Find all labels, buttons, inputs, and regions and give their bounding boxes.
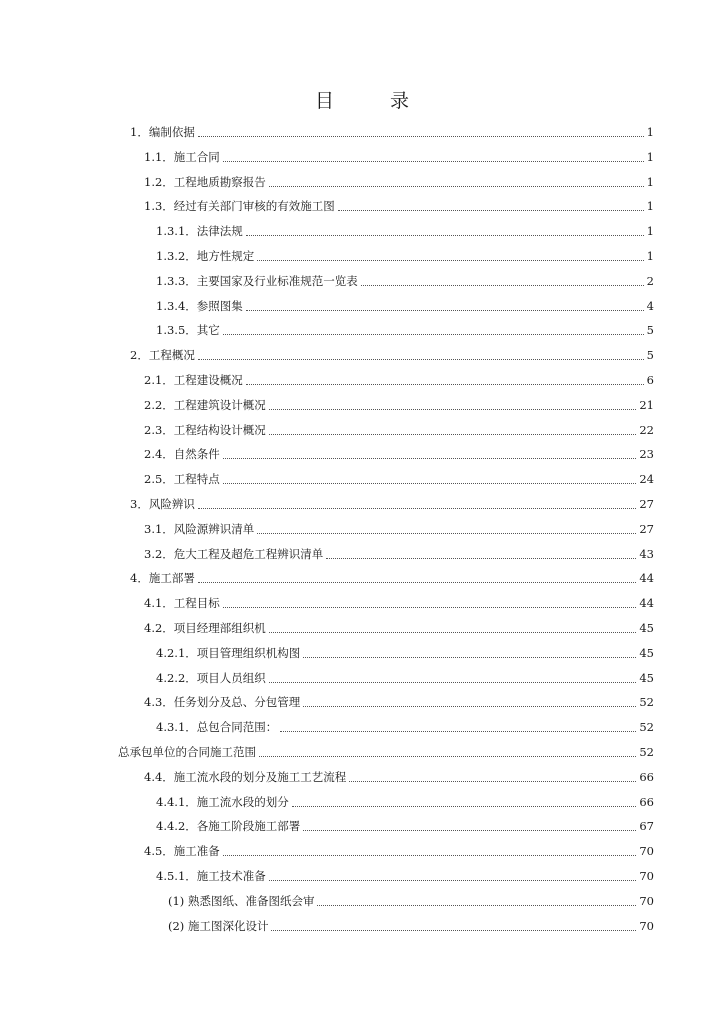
toc-entry-label: 1.3.1．法律法规: [156, 224, 243, 239]
toc-entry-label: 4.4.2．各施工阶段施工部署: [156, 819, 301, 834]
toc-dot-leader: [198, 507, 637, 509]
toc-entry-page-number: 67: [639, 819, 654, 834]
toc-entry[interactable]: [144, 420, 654, 440]
toc-dot-leader: [223, 457, 637, 459]
toc-entry-label: 4.1．工程目标: [144, 596, 220, 611]
toc-entry[interactable]: [156, 296, 654, 316]
toc-entry-page-number: 2: [646, 273, 654, 288]
toc-entry-label: 2.4．自然条件: [144, 447, 220, 462]
toc-entry-page-number: 45: [639, 645, 654, 660]
toc-dot-leader: [198, 135, 644, 137]
toc-entry[interactable]: [168, 891, 654, 911]
toc-entry-label: 2.2．工程建筑设计概况: [144, 397, 266, 412]
toc-entry-label: 4.4.1．施工流水段的划分: [156, 794, 289, 809]
toc-dot-leader: [303, 829, 636, 831]
toc-dot-leader: [269, 681, 637, 683]
toc-entry-page-number: 66: [639, 794, 654, 809]
toc-dot-leader: [223, 606, 637, 608]
toc-entry[interactable]: [156, 717, 654, 737]
toc-entry-label: 1.2．工程地质勘察报告: [144, 174, 266, 189]
toc-entry-label: 3．风险辨识: [130, 497, 195, 511]
toc-entry[interactable]: [144, 196, 654, 216]
toc-entry[interactable]: [156, 816, 654, 836]
toc-entry[interactable]: [144, 841, 654, 861]
toc-entry-label: (2) 施工图深化设计: [168, 918, 269, 933]
toc-entry-label: 4.3.1．总包合同范围：: [156, 720, 278, 735]
toc-entry-label: (1) 熟悉图纸、准备图纸会审: [168, 893, 315, 908]
toc-entry[interactable]: [118, 742, 654, 762]
toc-dot-leader: [223, 160, 644, 162]
toc-entry-page-number: 45: [639, 621, 654, 635]
toc-entry-label: 1.3.3．主要国家及行业标准规范一览表: [156, 273, 358, 288]
toc-entry-page-number: 27: [639, 497, 654, 511]
toc-dot-leader: [338, 209, 644, 211]
toc-entry-page-number: 70: [639, 893, 654, 908]
title-right-char: 录: [390, 90, 410, 112]
toc-entry[interactable]: [156, 643, 654, 663]
toc-entry[interactable]: [144, 147, 654, 167]
toc-entry-label: 2.1．工程建设概况: [144, 373, 243, 387]
toc-entry-page-number: 52: [639, 720, 654, 735]
toc-entry[interactable]: [144, 544, 654, 564]
toc-entry[interactable]: [144, 444, 654, 464]
page-title: [0, 86, 724, 113]
toc-entry[interactable]: [144, 767, 654, 787]
toc-entry-label: 4.2．项目经理部组织机: [144, 621, 266, 635]
toc-dot-leader: [246, 383, 644, 385]
toc-entry[interactable]: [156, 246, 654, 266]
toc-entry-label: 4.3．任务划分及总、分包管理: [144, 695, 301, 710]
toc-entry-label: 1．编制依据: [130, 125, 195, 139]
toc-entry-page-number: 1: [646, 125, 654, 139]
toc-entry-label: 1.3．经过有关部门审核的有效施工图: [144, 199, 335, 214]
toc-dot-leader: [257, 532, 636, 534]
toc-entry[interactable]: [144, 172, 654, 192]
toc-entry-label: 1.3.2．地方性规定: [156, 249, 255, 263]
toc-entry[interactable]: [130, 494, 654, 514]
toc-entry-label: 2.5．工程特点: [144, 472, 220, 487]
toc-dot-leader: [269, 408, 637, 410]
toc-entry-page-number: 24: [639, 472, 654, 487]
toc-entry-page-number: 23: [639, 447, 654, 462]
toc-entry-page-number: 22: [639, 422, 654, 437]
toc-dot-leader: [361, 284, 644, 286]
toc-entry[interactable]: [144, 469, 654, 489]
toc-entry-label: 1.3.5．其它: [156, 323, 220, 338]
toc-entry[interactable]: [156, 866, 654, 886]
toc-entry-label: 4.5．施工准备: [144, 844, 220, 859]
toc-entry-page-number: 1: [646, 174, 654, 189]
toc-entry-page-number: 44: [639, 596, 654, 611]
toc-dot-leader: [223, 482, 637, 484]
toc-entry[interactable]: [156, 792, 654, 812]
toc-entry[interactable]: [144, 593, 654, 613]
toc-dot-leader: [257, 259, 643, 261]
toc-dot-leader: [269, 631, 637, 633]
toc-dot-leader: [326, 557, 636, 559]
toc-dot-leader: [303, 705, 636, 707]
toc-entry-page-number: 43: [639, 546, 654, 561]
toc-entry[interactable]: [130, 345, 654, 365]
toc-entry-page-number: 45: [639, 670, 654, 685]
toc-entry[interactable]: [130, 568, 654, 588]
toc-dot-leader: [246, 309, 644, 311]
toc-dot-leader: [269, 185, 644, 187]
toc-entry[interactable]: [156, 320, 654, 340]
toc-dot-leader: [246, 234, 644, 236]
toc-dot-leader: [292, 805, 637, 807]
toc-entry-page-number: 5: [646, 348, 654, 363]
toc-entry-label: 2.3．工程结构设计概况: [144, 422, 266, 437]
toc-entry-label: 2．工程概况: [130, 348, 195, 363]
toc-entry[interactable]: [156, 221, 654, 241]
toc-entry-page-number: 21: [639, 397, 654, 412]
toc-entry-page-number: 27: [639, 521, 654, 536]
toc-entry[interactable]: [156, 271, 654, 291]
toc-entry-page-number: 5: [646, 323, 654, 338]
toc-entry[interactable]: [144, 618, 654, 638]
toc-entry-page-number: 52: [639, 745, 654, 759]
toc-entry-page-number: 66: [639, 769, 654, 784]
toc-dot-leader: [223, 854, 637, 856]
title-left-char: 目: [314, 90, 334, 112]
toc-dot-leader: [198, 358, 644, 360]
toc-entry-page-number: 1: [646, 249, 654, 263]
toc-entry[interactable]: [156, 668, 654, 688]
toc-entry-page-number: 70: [639, 844, 654, 859]
toc-entry-page-number: 70: [639, 918, 654, 933]
toc-entry[interactable]: [144, 370, 654, 390]
toc-dot-leader: [198, 581, 637, 583]
toc-entry-page-number: 1: [646, 149, 654, 164]
toc-entry-label: 1.1．施工合同: [144, 149, 220, 164]
toc-entry-label: 1.3.4．参照图集: [156, 298, 243, 313]
toc-entry[interactable]: [130, 122, 654, 142]
toc-dot-leader: [223, 333, 644, 335]
toc-entry-label: 4.5.1．施工技术准备: [156, 869, 266, 883]
toc-entry-label: 4.2.2．项目人员组织: [156, 670, 266, 685]
toc-entry[interactable]: [144, 395, 654, 415]
toc-dot-leader: [271, 929, 636, 931]
toc-entry-page-number: 44: [639, 571, 654, 586]
toc-entry-label: 4.4．施工流水段的划分及施工工艺流程: [144, 769, 347, 784]
toc-entry-label: 3.2．危大工程及超危工程辨识清单: [144, 546, 324, 561]
toc-entry-page-number: 70: [639, 869, 654, 883]
toc-dot-leader: [269, 433, 637, 435]
toc-entry-label: 总承包单位的合同施工范围: [118, 745, 256, 759]
toc-entry-page-number: 6: [646, 373, 654, 387]
toc-dot-leader: [317, 904, 636, 906]
toc-entry-label: 3.1．风险源辨识清单: [144, 521, 255, 536]
toc-dot-leader: [259, 755, 636, 757]
toc-entry-label: 4.2.1．项目管理组织机构图: [156, 645, 301, 660]
toc-entry[interactable]: [168, 916, 654, 936]
toc-entry-page-number: 1: [646, 224, 654, 239]
toc-entry-page-number: 52: [639, 695, 654, 710]
toc-dot-leader: [349, 780, 636, 782]
toc-dot-leader: [269, 879, 637, 881]
toc-entry[interactable]: [144, 519, 654, 539]
toc-entry-page-number: 4: [646, 298, 654, 313]
toc-entry-page-number: 1: [646, 199, 654, 214]
toc-entry[interactable]: [144, 692, 654, 712]
toc-dot-leader: [280, 730, 636, 732]
toc-dot-leader: [303, 656, 636, 658]
toc-entry-label: 4．施工部署: [130, 571, 195, 586]
